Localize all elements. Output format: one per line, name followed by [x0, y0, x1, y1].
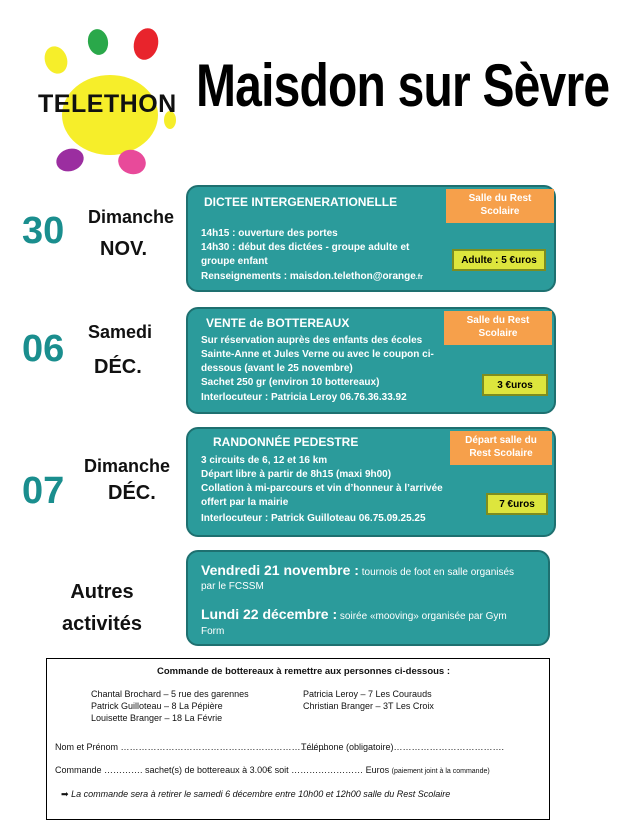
- other-item-text-cont: Form: [201, 626, 225, 637]
- event-line: Interlocuteur : Patrick Guilloteau 06.75.09.25.25: [201, 513, 426, 524]
- other-item: [201, 562, 514, 578]
- other-item-text: tournois de foot en salle organisés: [358, 567, 515, 578]
- event-line: Interlocuteur : Patricia Leroy 06.76.36.33.92: [201, 392, 407, 403]
- event-month: DÉC.: [108, 482, 156, 504]
- event-line: Sachet 250 gr (environ 10 bottereaux): [201, 377, 380, 388]
- event-title: RANDONNÉE PEDESTRE: [213, 435, 359, 449]
- other-item-text: soirée «mooving» organisée par Gym: [337, 611, 507, 622]
- payment-note: (paiement joint à la commande): [391, 768, 490, 775]
- other-item-heading: Lundi 22 décembre :: [201, 606, 338, 622]
- event-date-number: 07: [22, 470, 65, 512]
- logo-text: TELETHON: [38, 90, 177, 118]
- event-card-dictee: [186, 185, 556, 292]
- event-month: DÉC.: [94, 356, 142, 378]
- event-day: Samedi: [88, 322, 153, 342]
- location-line: Scolaire: [480, 206, 520, 217]
- event-location-tag: [446, 189, 554, 223]
- order-contact: Patricia Leroy – 7 Les Courauds: [303, 689, 432, 699]
- event-line: 14h30 : début des dictées - groupe adulte et: [201, 242, 410, 253]
- event-day: Dimanche: [88, 207, 175, 227]
- pickup-italic: La commande sera à retirer le samedi 6 décembre entre 10h00 et 12h00: [71, 789, 361, 799]
- event-line: 14h15 : ouverture des portes: [201, 228, 338, 239]
- order-form: [46, 658, 550, 820]
- event-line: Sainte-Anne et Jules Verne ou avec le coupon ci-: [201, 349, 434, 360]
- event-contact-suffix: .fr: [415, 274, 423, 281]
- event-line: dessous (avant le 25 novembre): [201, 363, 353, 374]
- order-title: Commande de bottereaux à remettre aux personnes ci-dessous :: [157, 666, 451, 677]
- location-line: Départ salle du: [465, 435, 537, 446]
- location-line: Salle du Rest: [468, 193, 532, 204]
- location-line: Salle du Rest: [466, 315, 530, 326]
- event-contact: [201, 270, 423, 284]
- event-line: Sur réservation auprès des enfants des écoles: [201, 335, 423, 346]
- event-month: NOV.: [100, 238, 148, 260]
- event-price: 7 €uros: [486, 493, 548, 515]
- location-line: Scolaire: [478, 328, 518, 339]
- event-price: Adulte : 5 €uros: [452, 249, 546, 271]
- event-day: Dimanche: [84, 456, 171, 476]
- order-contact: Chantal Brochard – 5 rue des garennes: [91, 689, 249, 699]
- event-title: DICTEE INTERGENERATIONELLE: [204, 195, 398, 209]
- event-card-bottereaux: [186, 307, 556, 414]
- event-line: 3 circuits de 6, 12 et 16 km: [201, 455, 328, 466]
- order-contact: Patrick Guilloteau – 8 La Pépière: [91, 701, 223, 711]
- pickup-note: [61, 789, 450, 800]
- event-date-number: 30: [22, 210, 65, 252]
- telethon-logo: [30, 20, 180, 180]
- order-line: Commande …………. sachet(s) de bottereaux à 3.00€ soit …………………… Euros: [55, 765, 390, 775]
- event-card-randonnee: [186, 427, 556, 537]
- page-title: Maisdon sur Sèvre: [196, 52, 610, 119]
- event-price: 3 €uros: [482, 374, 548, 396]
- pickup-place: salle du Rest Scolaire: [360, 789, 451, 799]
- event-contact-label: Renseignements : maisdon.telethon@orange: [201, 271, 416, 282]
- event-date-number: 06: [22, 328, 65, 370]
- other-item-text-cont: par le FCSSM: [201, 581, 264, 592]
- order-quantity-field[interactable]: [55, 765, 490, 775]
- event-line: groupe enfant: [201, 256, 268, 267]
- arrow-icon: ➡: [61, 789, 69, 799]
- other-item: [201, 606, 507, 622]
- other-activities-card: [186, 550, 550, 646]
- order-contact: Christian Branger – 3T Les Croix: [303, 701, 434, 711]
- other-label-line: Autres: [70, 581, 134, 603]
- order-contact: Louisette Branger – 18 La Févrie: [91, 713, 223, 723]
- location-line: Rest Scolaire: [469, 448, 533, 459]
- event-line: Collation à mi-parcours et vin d’honneur à l’arrivée: [201, 483, 443, 494]
- event-line: Départ libre à partir de 8h15 (maxi 9h00): [201, 469, 392, 480]
- other-label-line: activités: [61, 613, 143, 635]
- event-location-tag: [444, 311, 552, 345]
- name-field[interactable]: Nom et Prénom ……………………………………………………………: [55, 742, 328, 752]
- phone-field[interactable]: Téléphone (obligatoire)……………………………….: [301, 742, 505, 752]
- other-activities-label: [52, 576, 152, 640]
- event-line: offert par la mairie: [201, 497, 289, 508]
- event-location-tag: [450, 431, 552, 465]
- event-title: VENTE de BOTTEREAUX: [206, 316, 350, 330]
- other-item-heading: Vendredi 21 novembre :: [201, 562, 359, 578]
